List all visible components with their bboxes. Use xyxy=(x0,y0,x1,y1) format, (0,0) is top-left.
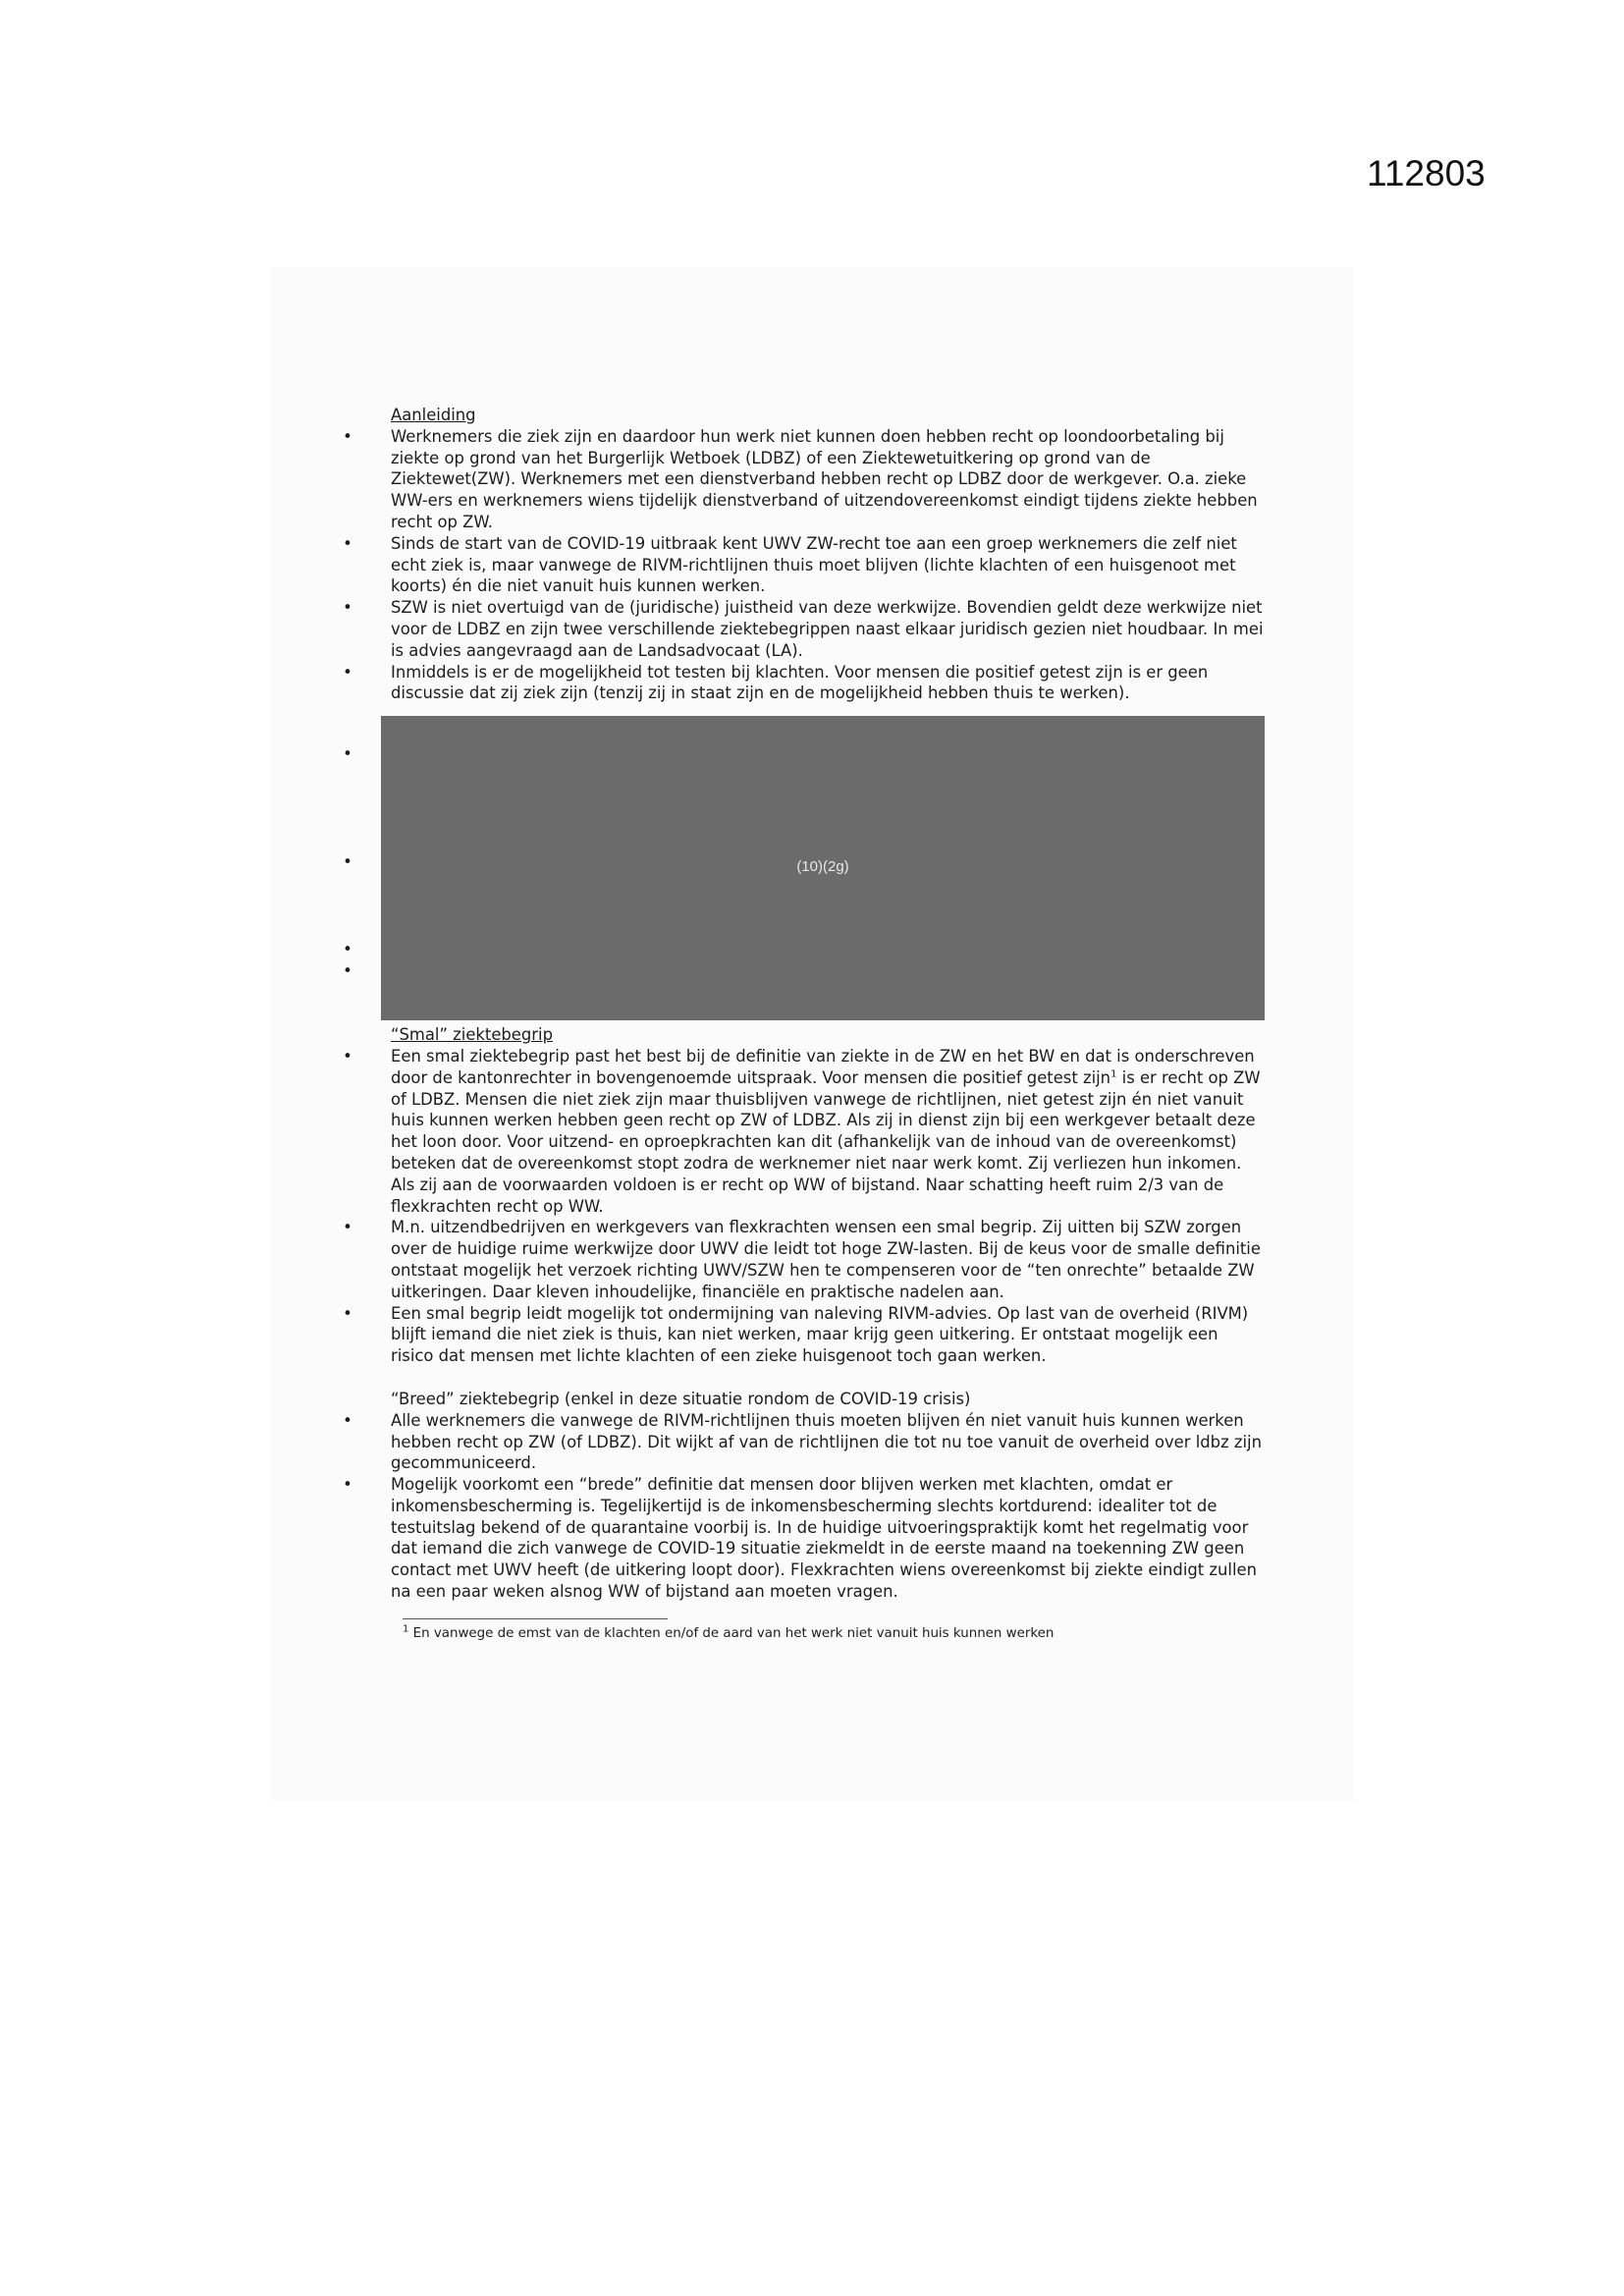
footnote: $^1$ En vanwege de emst van de klachten en/of de aard van het werk niet vanuit huis kunnen werken xyxy=(403,1623,1055,1641)
heading-smal: “Smal” ziektebegrip xyxy=(391,1025,553,1045)
document-number: 112803 xyxy=(1367,153,1486,193)
redaction-label: (10)(2g) xyxy=(796,858,849,876)
bullet-icon: • xyxy=(343,852,352,872)
bullet-icon: • xyxy=(343,426,352,446)
aanleiding-list xyxy=(342,426,1265,704)
heading-aanleiding: Aanleiding xyxy=(391,406,476,424)
footnote-divider xyxy=(403,1618,668,1619)
footnote-marker: 1 xyxy=(403,1623,409,1635)
list-item: • Een smal begrip leidt mogelijk tot ondermijning van naleving RIVM-advies. Op last van de overheid (RIVM) blijft iemand die niet ziek is thuis, kan niet werken, maar krijg geen uitkering. Er ontstaat mogelijk een risico dat mensen met lichte klachten of een zieke huisgenoot toch gaan werken. xyxy=(343,1303,1249,1366)
bullet-icon: • xyxy=(343,940,352,959)
list-item: • Werknemers die ziek zijn en daardoor hun werk niet kunnen doen hebben recht op loondoorbetaling bij ziekte op grond van het Burgerlijk Wetboek (LDBZ) of een Ziektewetuitkering op grond van de Ziektewet(ZW). Werknemers met een dienstverband hebben recht op LDBZ door de werkgever. O.a. zieke WW-ers en werknemers wiens tijdelijk dienstverband of uitzendovereenkomst eindigt tijdens ziekte hebben recht op ZW. xyxy=(343,426,1258,531)
redaction-block xyxy=(343,716,1265,1020)
heading-breed: “Breed” ziektebegrip (enkel in deze situatie rondom de COVID-19 crisis) xyxy=(391,1389,971,1408)
bullet-icon: • xyxy=(343,744,352,764)
bullet-icon: • xyxy=(343,1218,352,1237)
memo-body xyxy=(342,405,1265,1643)
bullet-icon: • xyxy=(343,1475,352,1495)
list-item: • Sinds de start van de COVID-19 uitbraak kent UWV ZW-recht toe aan een groep werknemers die zelf niet echt ziek is, maar vanwege de RIVM-richtlijnen thuis moet blijven (lichte klachten of een huisgenoot met koorts) én die niet vanuit huis kunnen werken. xyxy=(343,533,1237,596)
bullet-icon: • xyxy=(343,1046,352,1066)
bullet-icon: • xyxy=(343,961,352,981)
list-item: • Alle werknemers die vanwege de RIVM-richtlijnen thuis moeten blijven én niet vanuit huis kunnen werken hebben recht op ZW (of LDBZ). Dit wijkt af van de richtlijnen die tot nu toe vanuit de overheid over ldbz zijn gecommuniceerd. xyxy=(343,1410,1262,1473)
bullet-icon: • xyxy=(343,1303,352,1323)
footnote-ref: 1 xyxy=(1110,1068,1117,1080)
list-item: • SZW is niet overtuigd van de (juridische) juistheid van deze werkwijze. Bovendien geldt deze werkwijze niet voor de LDBZ en zijn twee verschillende ziektebegrippen naast elkaar juridisch gezien niet houdbaar. In mei is advies aangevraagd aan de Landsadvocaat (LA). xyxy=(343,598,1264,660)
bullet-icon: • xyxy=(343,533,352,553)
bullet-icon: • xyxy=(343,598,352,618)
smal-list xyxy=(342,1046,1265,1367)
bullet-icon: • xyxy=(343,662,352,682)
list-item: • M.n. uitzendbedrijven en werkgevers van flexkrachten wensen een smal begrip. Zij uitten bij SZW zorgen over de huidige ruime werkwijze door UWV die leidt tot hoge ZW-lasten. Bij de keus voor de smalle definitie ontstaat mogelijk het verzoek richting UWV/SZW hen te compenseren voor de “ten onrechte” betaalde ZW uitkeringen. Daar kleven inhoudelijke, financiële en praktische nadelen aan. xyxy=(343,1218,1261,1301)
list-item: • Een smal ziektebegrip past het best bij de definitie van ziekte in de ZW en het BW en dat is onderschreven door de kantonrechter in bovengenoemde uitspraak. Voor mensen die positief getest zijn$^1$ is er recht op ZW of LDBZ. Mensen die niet ziek zijn maar thuisblijven vanwege de richtlijnen, niet getest zijn én niet vanuit huis kunnen werken hebben geen recht op ZW of LDBZ. Als zij in dienst zijn bij een werkgever betaalt deze het loon door. Voor uitzend- en oproepkrachten kan dit (afhankelijk van de inhoud van de overeenkomst) beteken dat de overeenkomst stopt zodra de werknemer niet naar werk komt. Zij verliezen hun inkomen. Als zij aan de voorwaarden voldoen is er recht op WW of bijstand. Naar schatting heeft ruim 2/3 van de flexkrachten recht op WW. xyxy=(343,1046,1261,1216)
list-item: • Mogelijk voorkomt een “brede” definitie dat mensen door blijven werken met klachten, omdat er inkomensbescherming is. Tegelijkertijd is de inkomensbescherming slechts kortdurend: idealiter tot de testuitslag bekend of de quarantaine voorbij is. In de huidige uitvoeringspraktijk komt het regelmatig voor dat iemand die zich vanwege de COVID-19 situatie ziekmeldt in de eerste maand na toekenning ZW geen contact met UWV heeft (de uitkering loopt door). Flexkrachten wiens overeenkomst bij ziekte eindigt zullen na een paar weken alsnog WW of bijstand aan moeten vragen. xyxy=(343,1475,1257,1602)
breed-list xyxy=(342,1410,1265,1603)
list-item: • Inmiddels is er de mogelijkheid tot testen bij klachten. Voor mensen die positief getest zijn is er geen discussie dat zij ziek zijn (tenzij zij in staat zijn en de mogelijkheid hebben thuis te werken). xyxy=(343,662,1209,703)
bullet-icon: • xyxy=(343,1410,352,1430)
